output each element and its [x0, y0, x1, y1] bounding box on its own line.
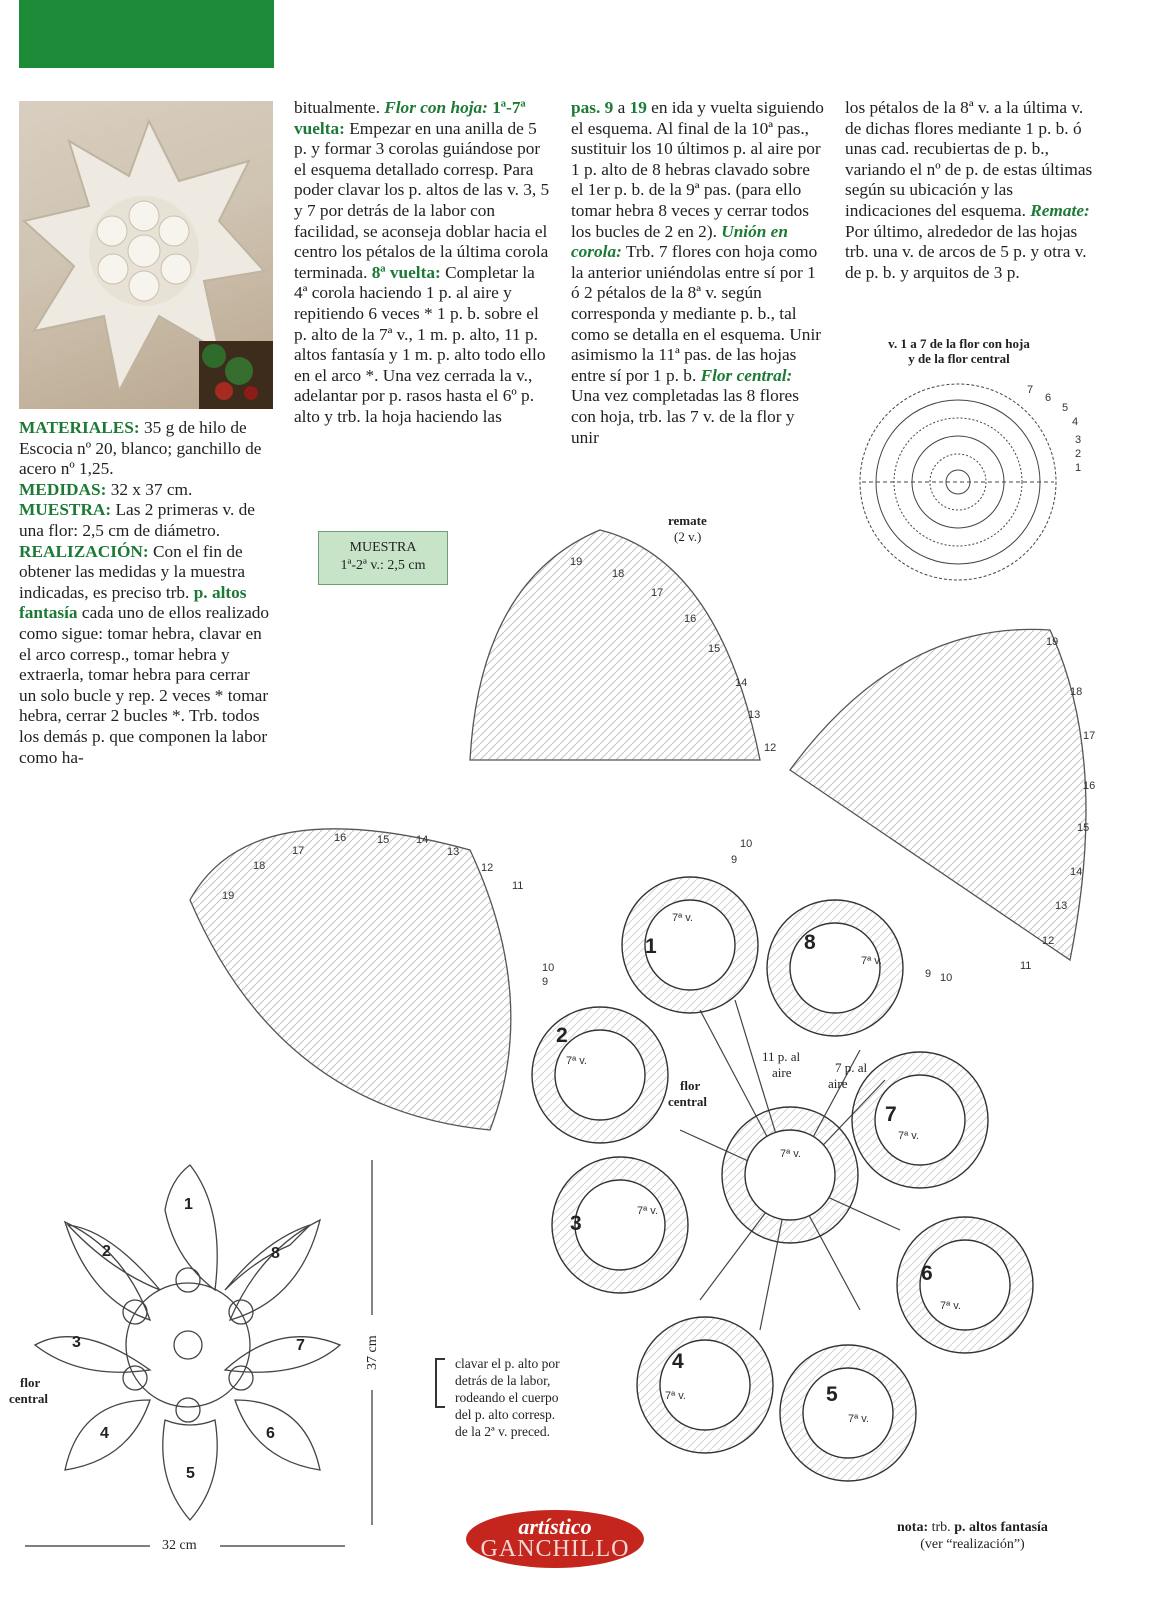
leaf-row-number: 12 [1042, 935, 1055, 947]
star-number-4: 4 [100, 1425, 109, 1442]
leaf-row-number: 18 [1070, 686, 1083, 698]
logo-line1: artístico [518, 1514, 592, 1539]
flower-number-3: 3 [570, 1212, 582, 1235]
p11-label-b: aire [772, 1065, 792, 1080]
dimension-lines [25, 1160, 372, 1546]
flower-number-7: 7 [885, 1103, 897, 1126]
round-number: 5 [1062, 402, 1069, 414]
round-number: 3 [1075, 434, 1082, 446]
p7-label-b: aire [828, 1076, 848, 1091]
star-number-2: 2 [102, 1243, 111, 1260]
leaf-row-number: 10 [740, 838, 753, 850]
round-number: 7 [1027, 384, 1034, 396]
legend-text: clavar el p. alto por detrás de la labor, rodeando el cuerpo del p. alto corresp. de la 2ª v. preced. [455, 1356, 560, 1439]
small-round-diagram [860, 384, 1056, 580]
leaf-row-number: 19 [1046, 636, 1059, 648]
v7-label: 7ª v. [665, 1390, 686, 1402]
flower-number-2: 2 [556, 1024, 568, 1047]
leaf-row-number: 9 [542, 976, 549, 988]
star-flor-central-a: flor [20, 1375, 41, 1390]
leaf-row-number: 9 [925, 968, 932, 980]
flower-6 [897, 1217, 1033, 1353]
leaf-row-number: 16 [334, 832, 347, 844]
leaf-row-number: 9 [731, 854, 738, 866]
leaf-row-number: 15 [708, 643, 721, 655]
leaf-row-number: 13 [1055, 900, 1068, 912]
remate-label: remate [668, 513, 707, 528]
leaf-row-number: 12 [764, 742, 777, 754]
leaf-row-number: 13 [748, 709, 761, 721]
star-number-7: 7 [296, 1337, 305, 1354]
leaf-row-number: 17 [292, 845, 305, 857]
flower-7 [852, 1052, 988, 1188]
instructions-col2: bitualmente. Flor con hoja: 1ª-7ª vuelta: Empezar en una anilla de 5 p. y formar 3 corolas guiándose por el esquema detallado corresp. Para poder clavar los p. altos de las v. 3, 5 y 7 por detrás de la labor con facilidad, se aconseja doblar hacia el centro los pétalos de la última corola terminada. 8ª vuelta: Completar la 4ª corola haciendo 1 p. al aire y repitiendo 6 veces * 1 p. b. sobre el p. alto de la 7ª v., 1 m. p. alto, 11 p. altos fantasía y 1 m. p. alto todo ello en el arco *. Una vez cerrada la v., adelantar por p. rasos hasta el 6º p. alto y trb. la hoja haciendo las [294, 98, 550, 426]
round-number: 6 [1045, 392, 1052, 404]
muestra-box: MUESTRA 1ª-2ª v.: 2,5 cm [318, 531, 448, 585]
leaf-row-number: 19 [222, 890, 235, 902]
v7-label: 7ª v. [637, 1205, 658, 1217]
leaf-row-number: 15 [377, 834, 390, 846]
star-flor-central-b: central [9, 1391, 48, 1406]
dimension-32: 32 cm [162, 1538, 197, 1553]
round-number: 4 [1072, 416, 1079, 428]
logo-line2: GANCHILLO [480, 1536, 630, 1562]
leaf-row-number: 19 [570, 556, 583, 568]
remate-v-label: (2 v.) [674, 529, 702, 544]
materials-text: MATERIALES: 35 g de hilo de Escocia nº 20, blanco; ganchillo de acero nº 1,25. MEDIDAS: 32 x 37 cm. MUESTRA: Las 2 primeras v. de una flor: 2,5 cm de diámetro. REALIZACIÓN: Con el fin de obtener las medidas y la muestra indicadas, es preciso trb. p. altos fantasía cada uno de ellos realizado como sigue: tomar hebra, clavar en el arco corresp., tomar hebra y extraerla, tomar hebra para cerrar un solo bucle y rep. 2 veces * tomar hebra, cerrar 2 bucles *. Trb. todos los demás p. que componen la labor como ha- [19, 418, 270, 767]
small-diagram-title: v. 1 a 7 de la flor con hoja y de la flor central [888, 336, 1030, 366]
leaf-row-number: 14 [1070, 866, 1083, 878]
star-number-3: 3 [72, 1334, 81, 1351]
flower-8 [767, 900, 903, 1036]
v7-label: 7ª v. [861, 955, 882, 967]
leaf-row-number: 15 [1077, 822, 1090, 834]
flor-central-label-a: flor [680, 1078, 701, 1093]
leaf-row-number: 12 [481, 862, 494, 874]
leaf-row-number: 17 [1083, 730, 1096, 742]
magazine-logo [466, 1510, 644, 1568]
v7-label: 7ª v. [672, 912, 693, 924]
leaf-row-number: 17 [651, 587, 664, 599]
flower-center [722, 1107, 858, 1243]
flower-number-8: 8 [804, 931, 816, 954]
flower-number-5: 5 [826, 1383, 838, 1406]
star-number-8: 8 [271, 1245, 280, 1262]
instructions-col4: los pétalos de la 8ª v. a la última v. de dichas flores mediante 1 p. b. ó unas cad. recubiertas de p. b., variando el nº de p. de estas últimas según su ubicación y las indicaciones del esquema. Remate: Por último, alrededor de las hojas trb. una v. de arcos de 5 p. y otra v. de p. b. y arquitos de 3 p. [845, 98, 1093, 282]
flower-2 [532, 1007, 668, 1143]
dimension-37: 37 cm [365, 1335, 380, 1370]
v7-label: 7ª v. [780, 1148, 801, 1160]
leaf-row-number: 14 [735, 677, 748, 689]
legend-bracket-icon [435, 1358, 445, 1408]
leaf-row-number: 16 [1083, 780, 1096, 792]
leaf-row-number: 11 [1020, 960, 1032, 972]
leaf-row-number: 18 [612, 568, 625, 580]
nota-text: nota: trb. p. altos fantasía (ver “realización”) [897, 1520, 1048, 1552]
leaf-row-number: 11 [512, 880, 524, 892]
p7-label-a: 7 p. al [835, 1060, 868, 1075]
flower-4 [637, 1317, 773, 1453]
leaf-row-number: 16 [684, 613, 697, 625]
round-number: 1 [1075, 462, 1082, 474]
v7-label: 7ª v. [848, 1413, 869, 1425]
leaf-row-number: 18 [253, 860, 266, 872]
v7-label: 7ª v. [940, 1300, 961, 1312]
p11-label-a: 11 p. al [762, 1049, 801, 1064]
flor-central-label-b: central [668, 1094, 707, 1109]
leaf-row-number: 10 [940, 972, 953, 984]
star-number-1: 1 [184, 1196, 193, 1213]
v7-label: 7ª v. [566, 1055, 587, 1067]
flower-number-4: 4 [672, 1350, 684, 1373]
leaf-row-number: 14 [416, 834, 429, 846]
leaf-row-number: 13 [447, 846, 460, 858]
round-number: 2 [1075, 448, 1082, 460]
flower-number-1: 1 [645, 935, 657, 958]
star-number-6: 6 [266, 1425, 275, 1442]
leaf-row-number: 10 [542, 962, 555, 974]
flower-1 [622, 877, 758, 1013]
flower-number-6: 6 [921, 1262, 933, 1285]
star-number-5: 5 [186, 1465, 195, 1482]
leaf-left [190, 829, 511, 1130]
instructions-col3: pas. 9 a 19 en ida y vuelta siguiendo el esquema. Al final de la 10ª pas., sustituir los 10 últimos p. al aire por 1 p. alto de 8 hebras clavado sobre el 1er p. b. de la 9ª pas. (para ello tomar hebra 8 veces y cerrar todos los bucles de 2 en 2). Unión en corola: Trb. 7 flores con hoja como la anterior uniéndolas entre sí por 1 ó 2 pétalos de la 8ª v. según corresponda y mediante p. b., tal como se detalla en el esquema. Unir asimismo la 11ª pas. de las hojas entre sí por 1 p. b. Flor central: Una vez completadas las 8 flores con hoja, trb. las 7 v. de la flor y unir [571, 98, 824, 447]
v7-label: 7ª v. [898, 1130, 919, 1142]
